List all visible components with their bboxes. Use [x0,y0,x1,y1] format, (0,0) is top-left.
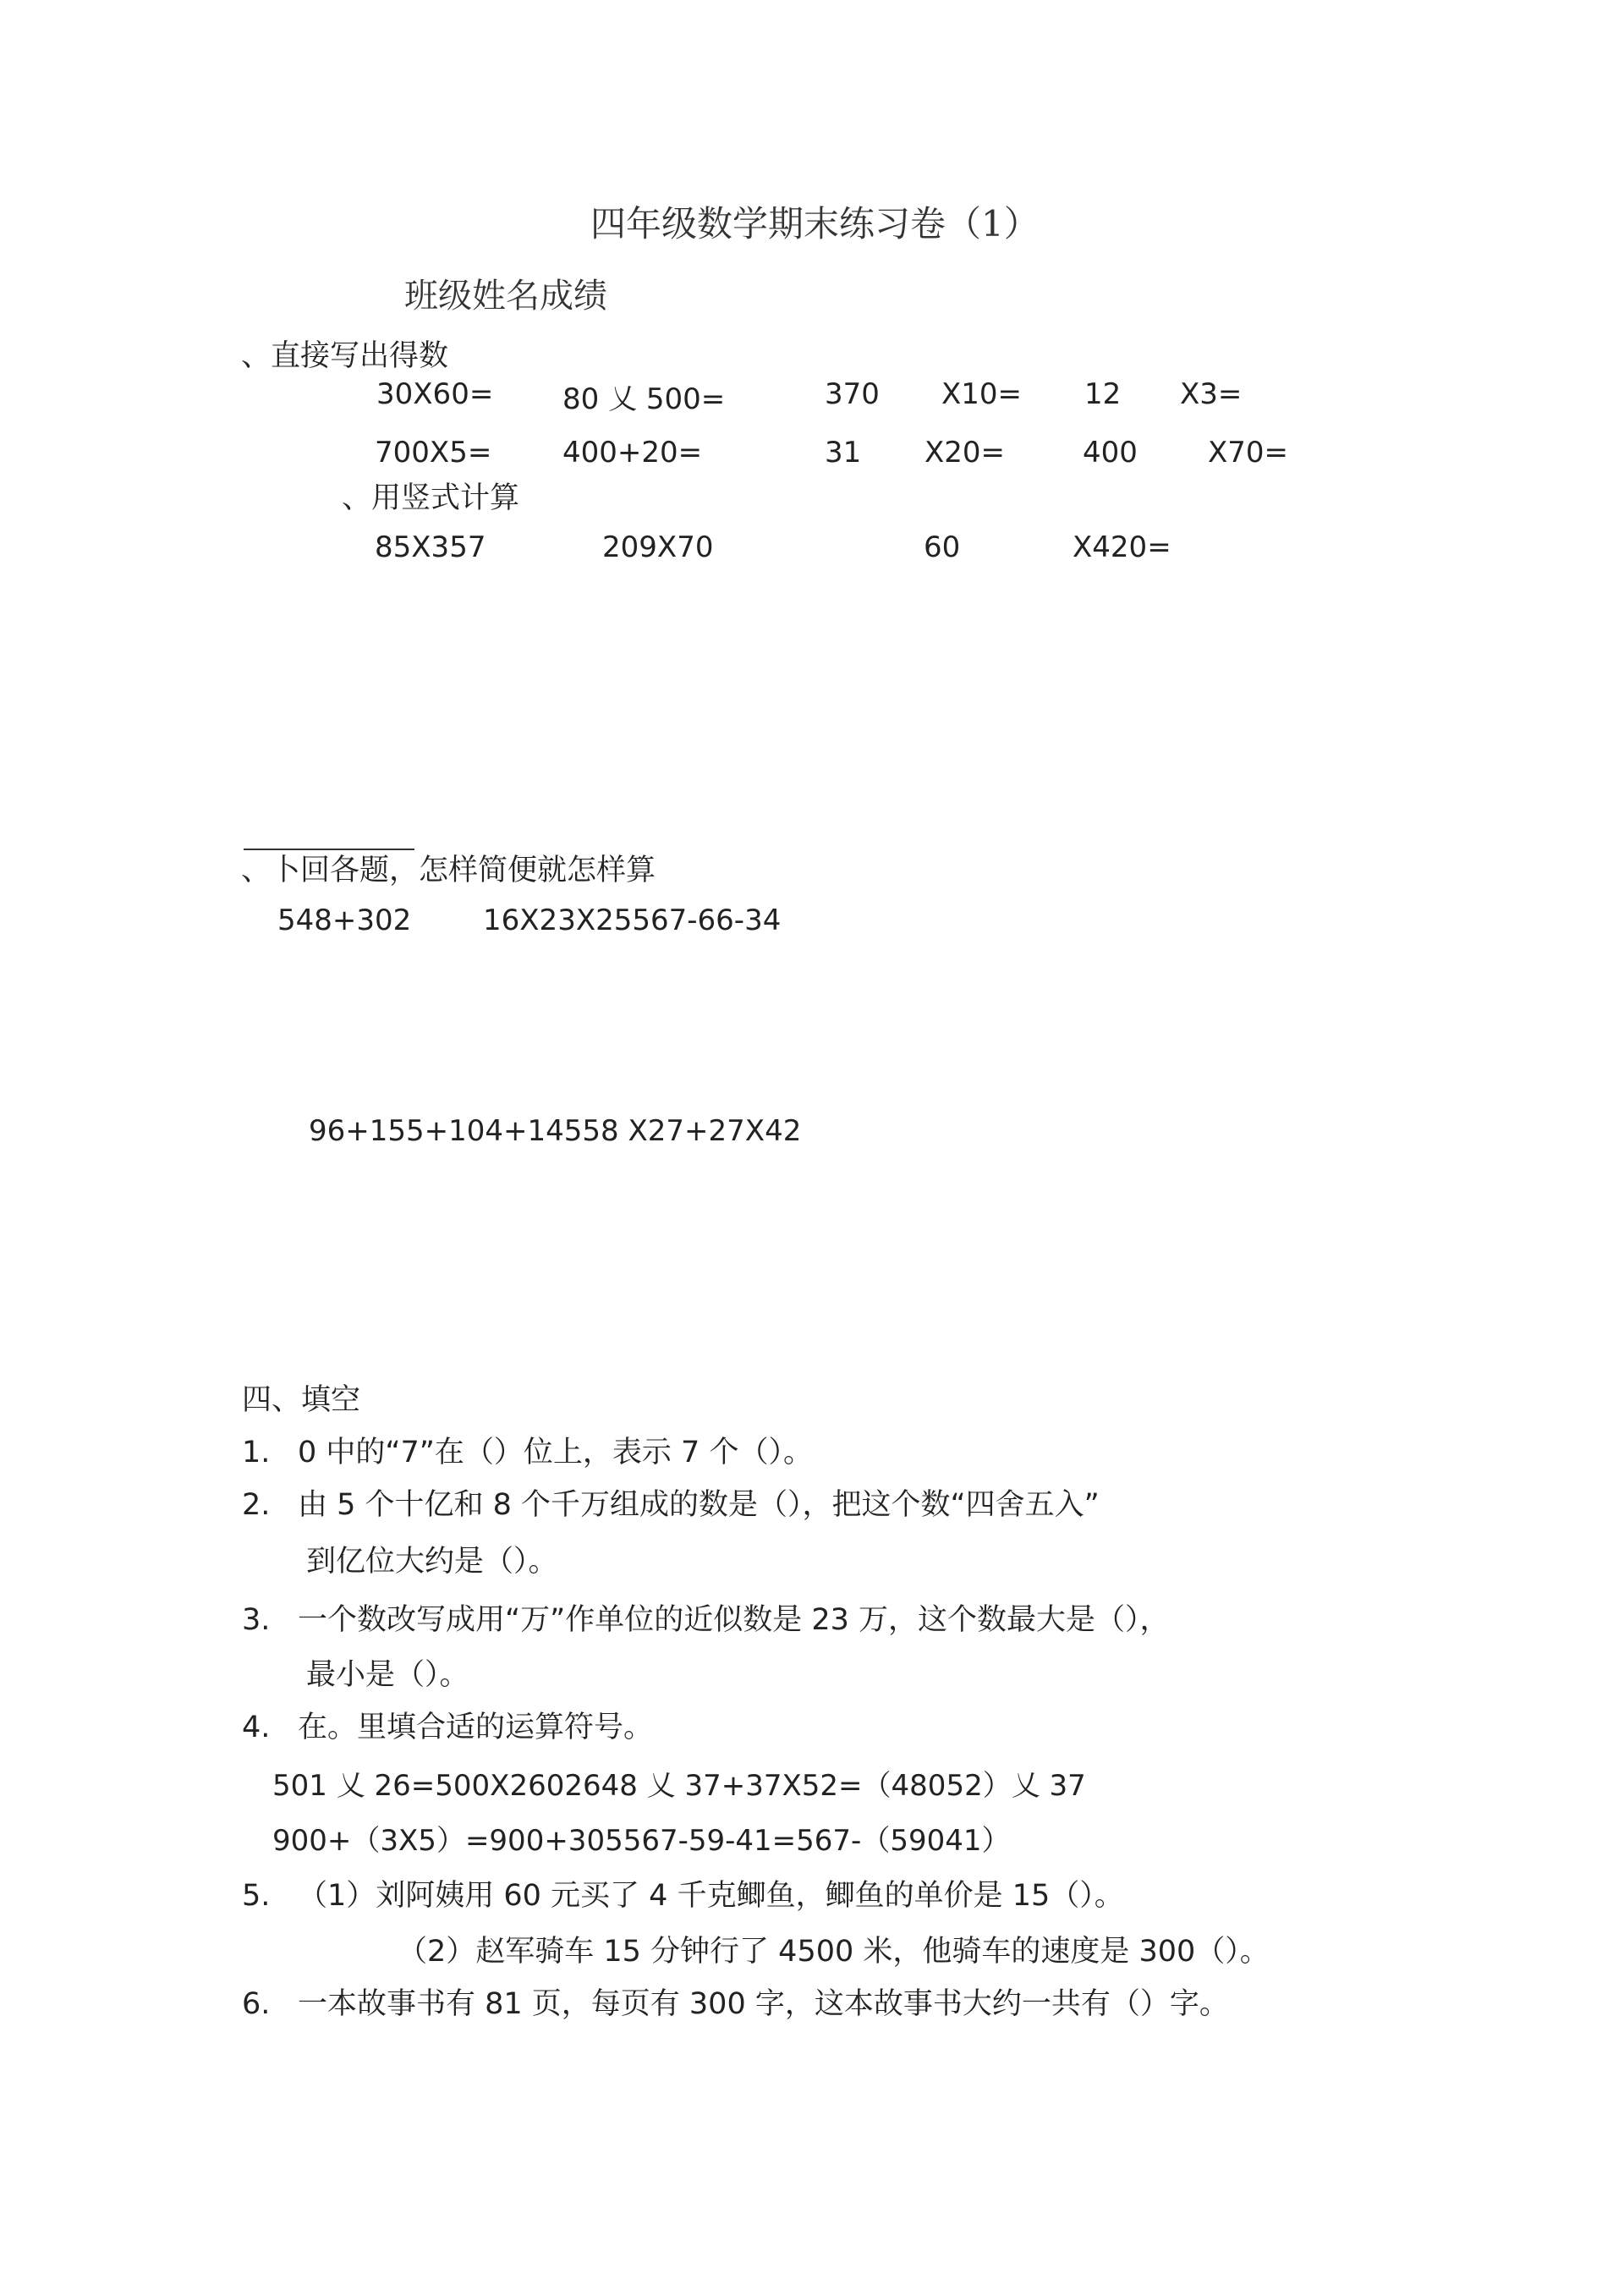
q4-line2: 900+（3X5）=900+305567-59-41=567-（59041） [272,1824,1011,1858]
s3-expr1: 548+302 [277,904,412,937]
q5-number: 5. [242,1879,271,1913]
q4-line1: 501 乂 26=500X2602648 乂 37+37X52=（48052）乂 37 [272,1769,1086,1803]
info-line: 班级姓名成绩 [404,277,607,316]
section1-heading: 、直接写出得数 [241,339,449,373]
s1-r2-c1: 700X5= [375,436,492,470]
s1-r2-c3: 31 [825,436,862,470]
q5-text: （1）刘阿姨用 60 元买了 4 千克鲫鱼，鲫鱼的单价是 15（）。 [298,1879,1124,1913]
q6-text: 一本故事书有 81 页，每页有 300 字，这本故事书大约一共有（）字。 [298,1987,1229,2021]
s1-r2-c6: X70= [1208,436,1289,470]
s3-expr2: 16X23X25567-66-34 [483,904,782,937]
q2-continuation: 到亿位大约是（）。 [306,1545,558,1579]
s1-r1-c3: 370 [825,377,880,411]
q3-number: 3. [242,1603,271,1637]
page-title: 四年级数学期末练习卷（1） [590,203,1040,244]
s1-r2-c2: 400+20= [562,436,703,470]
s1-r2-c4: X20= [924,436,1006,470]
section2-heading: 、用竖式计算 [342,481,520,515]
s2-item3: 60 [924,530,961,564]
q5-continuation: （2）赵军骑车 15 分钟行了 4500 米，他骑车的速度是 300（）。 [398,1935,1270,1969]
q1-text: 0 中的“7”在（）位上，表示 7 个（）。 [298,1436,813,1469]
s1-r1-c2: 80 乂 500= [562,382,726,416]
s1-r1-c4: X10= [941,377,1023,411]
s1-r1-c6: X3= [1180,377,1243,411]
section3-rule [244,849,414,850]
q3-text: 一个数改写成用“万”作单位的近似数是 23 万，这个数最大是（）， [298,1603,1170,1637]
s1-r2-c5: 400 [1083,436,1138,470]
s2-item1: 85X357 [375,530,486,564]
s2-item4: X420= [1073,530,1171,564]
s2-item2: 209X70 [602,530,714,564]
section4-heading: 四、填空 [242,1383,361,1417]
s3-expr3: 96+155+104+14558 X27+27X42 [309,1114,802,1148]
q1-number: 1. [242,1436,271,1469]
q2-text: 由 5 个十亿和 8 个千万组成的数是（），把这个数“四舍五入” [298,1488,1100,1522]
q4-number: 4. [242,1711,271,1744]
q2-number: 2. [242,1488,271,1522]
s1-r1-c1: 30X60= [376,377,494,411]
section3-heading: 、卜回各题，怎样简便就怎样算 [241,854,656,887]
q6-number: 6. [242,1987,271,2021]
s1-r1-c5: 12 [1084,377,1122,411]
q4-text: 在。里填合适的运算符号。 [298,1711,654,1744]
q3-continuation: 最小是（）。 [306,1658,469,1692]
